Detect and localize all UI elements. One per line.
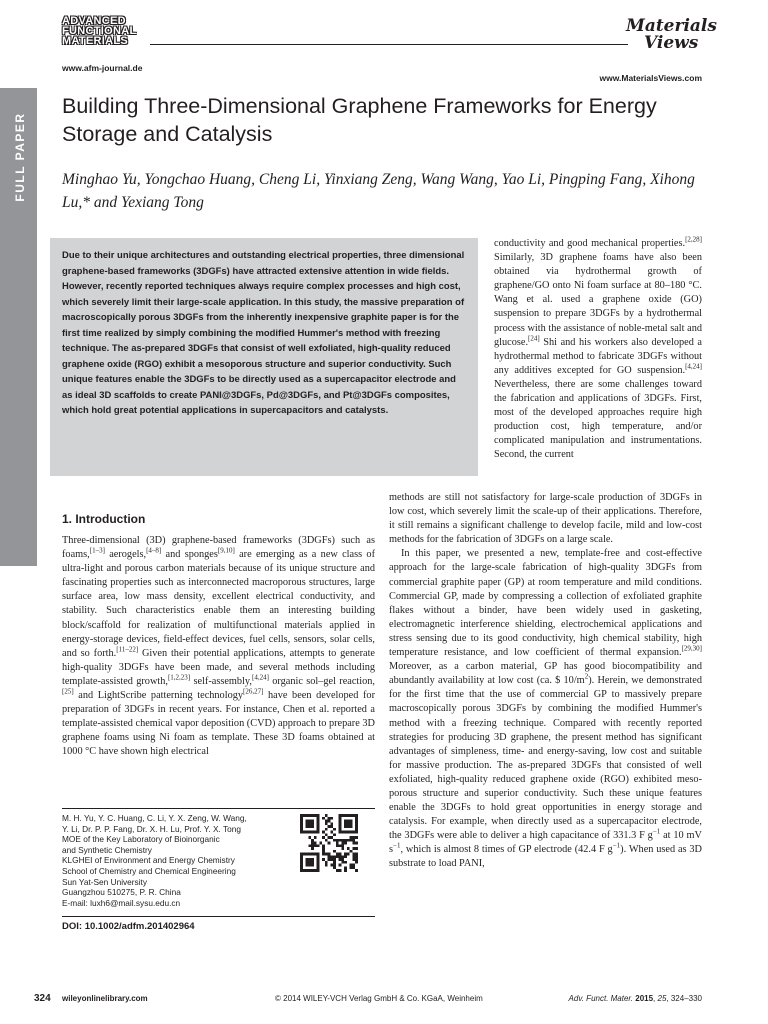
citation-reference[interactable]: [9,10]	[217, 546, 235, 555]
materials-views-logo	[626, 16, 717, 70]
qr-module	[328, 855, 331, 858]
qr-module	[314, 842, 317, 845]
qr-module	[339, 839, 342, 842]
qr-module	[311, 844, 314, 847]
qr-module	[325, 839, 328, 842]
qr-module	[341, 858, 344, 861]
qr-module	[344, 866, 347, 869]
qr-module	[322, 858, 325, 861]
qr-module	[322, 817, 325, 820]
qr-module	[352, 855, 355, 858]
qr-module	[325, 864, 328, 867]
qr-module	[328, 836, 331, 839]
qr-module	[352, 836, 355, 839]
qr-module	[352, 858, 355, 861]
author-list: Minghao Yu, Yongchao Huang, Cheng Li, Yinxiang Zeng, Wang Wang, Yao Li, Pingping Fang, Xihong Lu,* and Yexiang Tong	[62, 171, 695, 211]
qr-module	[330, 864, 333, 867]
citation-reference[interactable]: [4,24]	[251, 673, 269, 682]
qr-module	[328, 817, 331, 820]
qr-module	[350, 836, 353, 839]
qr-module	[336, 855, 339, 858]
affiliation-line: School of Chemistry and Chemical Engineering	[62, 865, 236, 876]
qr-module	[322, 836, 325, 839]
qr-module	[355, 861, 358, 864]
section-heading-introduction: 1. Introduction	[62, 512, 146, 526]
qr-module	[325, 828, 328, 831]
qr-module	[339, 869, 342, 872]
qr-module	[333, 858, 336, 861]
qr-module	[317, 844, 320, 847]
qr-module	[339, 858, 342, 861]
citation-reference[interactable]: [1–3]	[89, 546, 105, 555]
affiliation-email[interactable]: E-mail: luxh6@mail.sysu.edu.cn	[62, 897, 181, 908]
qr-module	[333, 833, 336, 836]
article-title: Building Three-Dimensional Graphene Frameworks for Energy Storage and Catalysis	[62, 94, 657, 146]
qr-module	[355, 842, 358, 845]
publisher-logo-line-2: Views	[644, 33, 699, 53]
qr-module	[314, 844, 317, 847]
copyright-notice: © 2014 WILEY-VCH Verlag GmbH & Co. KGaA, Weinheim	[275, 994, 483, 1003]
doi-divider	[62, 916, 375, 917]
side-tab-label-wrap	[12, 100, 26, 220]
citation-reference[interactable]: [4,24]	[685, 362, 702, 371]
qr-module	[330, 858, 333, 861]
qr-module	[311, 842, 314, 845]
qr-module	[333, 850, 336, 853]
qr-module	[339, 844, 342, 847]
affiliation-line: MOE of the Key Laboratory of Bioinorganic	[62, 834, 220, 845]
affiliation-block	[62, 813, 292, 908]
qr-module	[328, 825, 331, 828]
qr-module	[352, 864, 355, 867]
citation-reference[interactable]: [24]	[528, 334, 540, 343]
qr-module	[352, 839, 355, 842]
qr-module	[344, 861, 347, 864]
abstract-text: Due to their unique architectures and outstanding electrical properties, three dimensional graphene-based frameworks (3DGFs) have attracted extensive attention in wide fields. However, recently reported techniques always require complex processes and high cost, which severely limit their large-scale application. In this study, the massive preparation of macroscopically porous 3DGFs from the inherently inexpensive graphite paper is for the first time realized by simply combining the modified Hummer's method with freezing technique. The as-prepared 3DGFs that consist of well exfoliated, high-quality reduced graphene oxide (RGO) exhibit a mesoporous structure and superior conductivity. Such unique features enable the 3DGFs to be directly used as a supercapacitor electrode and as ideal 3D scaffolds to create PANI@3DGFs, Pd@3DGFs, and Pt@3DGFs composites, which hold great potential applications in supercapacitors and catalysts.	[62, 250, 465, 416]
qr-module	[322, 850, 325, 853]
affiliation-line: Y. Li, Dr. P. P. Fang, Dr. X. H. Lu, Prof. Y. X. Tong	[62, 823, 241, 834]
qr-module	[352, 866, 355, 869]
qr-module	[330, 855, 333, 858]
qr-module	[319, 842, 322, 845]
body-paragraph: conductivity and good mechanical properties.[2,28] Similarly, 3D graphene foams have also been obtained via hydrothermal growth of graphene/GO onto Ni foam surface at 80–180 °C. Wang et al. used a graphene oxide (GO) suspension to prepare 3DGFs by a hydrothermal process with the assistance of noble-metal salt and glucose.[24] Shi and his workers also developed a hydrothermal method to fabricate 3DGFs without any additives excepted for GO suspension.[4,24] Nevertheless, there are some challenges toward the fabrication and applications of 3DGFs. First, most of the developed approaches require high production cost, high temperature, and/or complicated manipulation and instrumentations. Second, the current	[494, 235, 702, 461]
qr-module	[330, 831, 333, 834]
qr-module	[333, 861, 336, 864]
publisher-url[interactable]: www.MaterialsViews.com	[599, 73, 702, 83]
journal-year: 2015	[635, 994, 654, 1003]
qr-module	[325, 822, 328, 825]
body-paragraph: methods are still not satisfactory for large-scale production of 3DGFs in low cost, which severely limit the scale-up of their applications. Therefore, it still remains a significant challenge to develop facile, mild and low-cost methods for the fabrication of 3DGFs on a large scale.	[389, 492, 702, 546]
qr-module	[330, 836, 333, 839]
qr-module	[325, 814, 328, 817]
qr-module	[350, 839, 353, 842]
qr-module	[336, 853, 339, 856]
qr-module	[341, 839, 344, 842]
qr-module	[344, 839, 347, 842]
affiliation-line: M. H. Yu, Y. C. Huang, C. Li, Y. X. Zeng, W. Wang,	[62, 813, 247, 823]
right-column-body	[389, 491, 702, 872]
qr-module	[322, 847, 325, 850]
page-number: 324	[34, 993, 51, 1004]
citation-reference[interactable]: [4–8]	[146, 546, 162, 555]
citation-reference[interactable]: −1	[612, 841, 621, 850]
qr-module	[339, 853, 342, 856]
header-divider	[150, 44, 628, 45]
qr-module	[352, 842, 355, 845]
qr-module	[355, 847, 358, 850]
qr-module	[350, 864, 353, 867]
qr-module	[355, 853, 358, 856]
qr-module	[341, 844, 344, 847]
qr-module	[328, 820, 331, 823]
qr-module	[344, 820, 352, 828]
journal-url[interactable]: www.afm-journal.de	[62, 63, 143, 73]
qr-module	[333, 855, 336, 858]
journal-abbrev: Adv. Funct. Mater.	[568, 994, 634, 1003]
qr-module	[330, 825, 333, 828]
side-tab-label: FULL PAPER	[13, 112, 27, 202]
qr-module	[336, 869, 339, 872]
qr-module	[325, 853, 328, 856]
citation-reference[interactable]: 2	[584, 672, 589, 681]
qr-module	[352, 847, 355, 850]
qr-module	[311, 847, 314, 850]
qr-module	[328, 842, 331, 845]
qr-module	[333, 839, 336, 842]
qr-module	[306, 820, 314, 828]
qr-module	[341, 842, 344, 845]
affiliation-line: and Synthetic Chemistry	[62, 844, 152, 855]
qr-module	[333, 866, 336, 869]
journal-logo-line-2: FUNCTIONAL	[62, 25, 137, 37]
qr-module	[325, 861, 328, 864]
journal-logo	[62, 16, 152, 62]
qr-module	[341, 847, 344, 850]
qr-module	[325, 833, 328, 836]
qr-module	[330, 817, 333, 820]
qr-module	[328, 853, 331, 856]
qr-module	[322, 831, 325, 834]
citation-reference[interactable]: [11–22]	[116, 645, 139, 654]
journal-pages: , 324–330	[666, 994, 702, 1003]
qr-module	[355, 858, 358, 861]
right-column-top	[494, 237, 702, 463]
citation-reference[interactable]: [25]	[62, 687, 74, 696]
qr-module	[341, 855, 344, 858]
qr-module	[339, 855, 342, 858]
citation-reference[interactable]: [2,28]	[685, 235, 702, 244]
qr-module	[347, 853, 350, 856]
qr-module	[355, 836, 358, 839]
qr-module	[355, 855, 358, 858]
qr-code[interactable]	[300, 814, 358, 872]
affiliation-line: Sun Yat-Sen University	[62, 876, 148, 887]
qr-module	[308, 836, 311, 839]
affiliation-line: Guangzhou 510275, P. R. China	[62, 887, 181, 898]
qr-module	[333, 864, 336, 867]
qr-module	[344, 853, 347, 856]
qr-module	[336, 844, 339, 847]
qr-module	[333, 828, 336, 831]
qr-module	[314, 836, 317, 839]
citation-reference[interactable]: [29,30]	[681, 644, 702, 653]
qr-module	[336, 839, 339, 842]
qr-module	[350, 866, 353, 869]
qr-module	[311, 839, 314, 842]
qr-module	[352, 853, 355, 856]
citation-reference[interactable]: −1	[652, 827, 661, 836]
journal-citation: Adv. Funct. Mater. 2015, 25, 324–330	[568, 994, 702, 1003]
left-column-body	[62, 534, 375, 760]
qr-module	[322, 844, 325, 847]
qr-module	[328, 858, 331, 861]
qr-module	[344, 869, 347, 872]
qr-module	[341, 861, 344, 864]
body-paragraph: Three-dimensional (3D) graphene-based frameworks (3DGFs) such as foams,[1–3] aerogels,[4–8] and sponges[9,10] are emerging as a new class of ultra-light and porous carbon materials because of its unique structure and fascinating properties such as interconnected macroporous structures, large surface area, low mass density, excellent electrical conductivity, and stability. Such characteristics enable them an interesting building block/scaffold for realization of multifunctional materials applied in energy-storage devices, field-effect devices, fuel cells, sensors, solar cells, and so forth.[11–22] Given their potential applications, attempts to generate high-quality 3DGFs have been made, and several methods including template-assisted growth,[1,2,23] self-assembly,[4,24] organic sol–gel reaction,[25] and LightScribe patterning technology[26,27] have been developed for preparation of 3DGFs in recent years. For instance, Chen et al. reported a template-assisted chemical vapor deposition (CVD) approach to prepare 3D graphene foams using Ni foam as template. These 3D foams obtained at 1000 °C have shown high electrical	[62, 535, 375, 758]
qr-module	[339, 864, 342, 867]
qr-module	[355, 869, 358, 872]
qr-module	[306, 858, 314, 866]
body-paragraph: In this paper, we presented a new, template-free and cost-effective approach for the large-scale fabrication of high-quality 3DGFs from commercial graphite paper (GP) at room temperature and mild conditions. Commercial GP, made by compressing a collection of exfoliated graphite flakes without a binder, have been widely used in gasketing, electromagnetic interference shielding, electrochemical applications and stress sensing due to its good conductivity, high chemical stability, high temperature resistance, and low coefficient of thermal expansion.[29,30] Moreover, as a carbon material, GP has good biocompatibility and abundantly availability at low cost (ca. $ $10/m^2$). Herein, we demonstrated for the first time that the use of commercial GP to massively prepare macroscopically porous 3DGFs by combining the modified Hummer's method with a freezing technique. Compared with recently reported strategies for producing 3D graphene, the present method has significant advantages of simpleness, time- and energy-saving, low cost and suitable for massive production. The as-prepared 3DGFs that consisted of well exfoliated, high-quality reduced graphene oxide (RGO) exhibited meso-porous structure and superior conductivity. Such these unique features enable the 3DGFs to hold great opportunities in energy storage and catalysis. For example, when directly used as a supercapacitor electrode, the 3DGFs were able to deliver a high capacitance of 331.3 F $g^{-1}$ at 10 mV $s^{-1}$, which is almost 8 times of GP electrode (42.4 F $g^{-1}$). When used as 3D substrate to load PANI,	[389, 548, 703, 870]
affiliation-line: KLGHEI of Environment and Energy Chemistry	[62, 855, 235, 866]
qr-module	[308, 844, 311, 847]
qr-module	[330, 822, 333, 825]
qr-module	[322, 853, 325, 856]
journal-logo-line-1: ADVANCED	[62, 15, 126, 27]
qr-module	[344, 842, 347, 845]
qr-module	[344, 855, 347, 858]
journal-logo-line-3: MATERIALS	[62, 35, 129, 47]
publisher-logo-line-1: Materials	[626, 16, 717, 36]
citation-reference[interactable]: [26,27]	[243, 687, 264, 696]
journal-volume: 25	[657, 994, 667, 1003]
qr-module	[325, 820, 328, 823]
affiliation-divider	[62, 808, 375, 809]
qr-module	[350, 850, 353, 853]
citation-reference[interactable]: [1,2,23]	[167, 673, 191, 682]
qr-module	[347, 839, 350, 842]
citation-reference[interactable]: −1	[393, 841, 401, 850]
qr-module	[336, 842, 339, 845]
wiley-url[interactable]: wileyonlinelibrary.com	[62, 994, 148, 1003]
qr-module	[347, 847, 350, 850]
doi-link[interactable]: DOI: 10.1002/adfm.201402964	[62, 921, 195, 932]
